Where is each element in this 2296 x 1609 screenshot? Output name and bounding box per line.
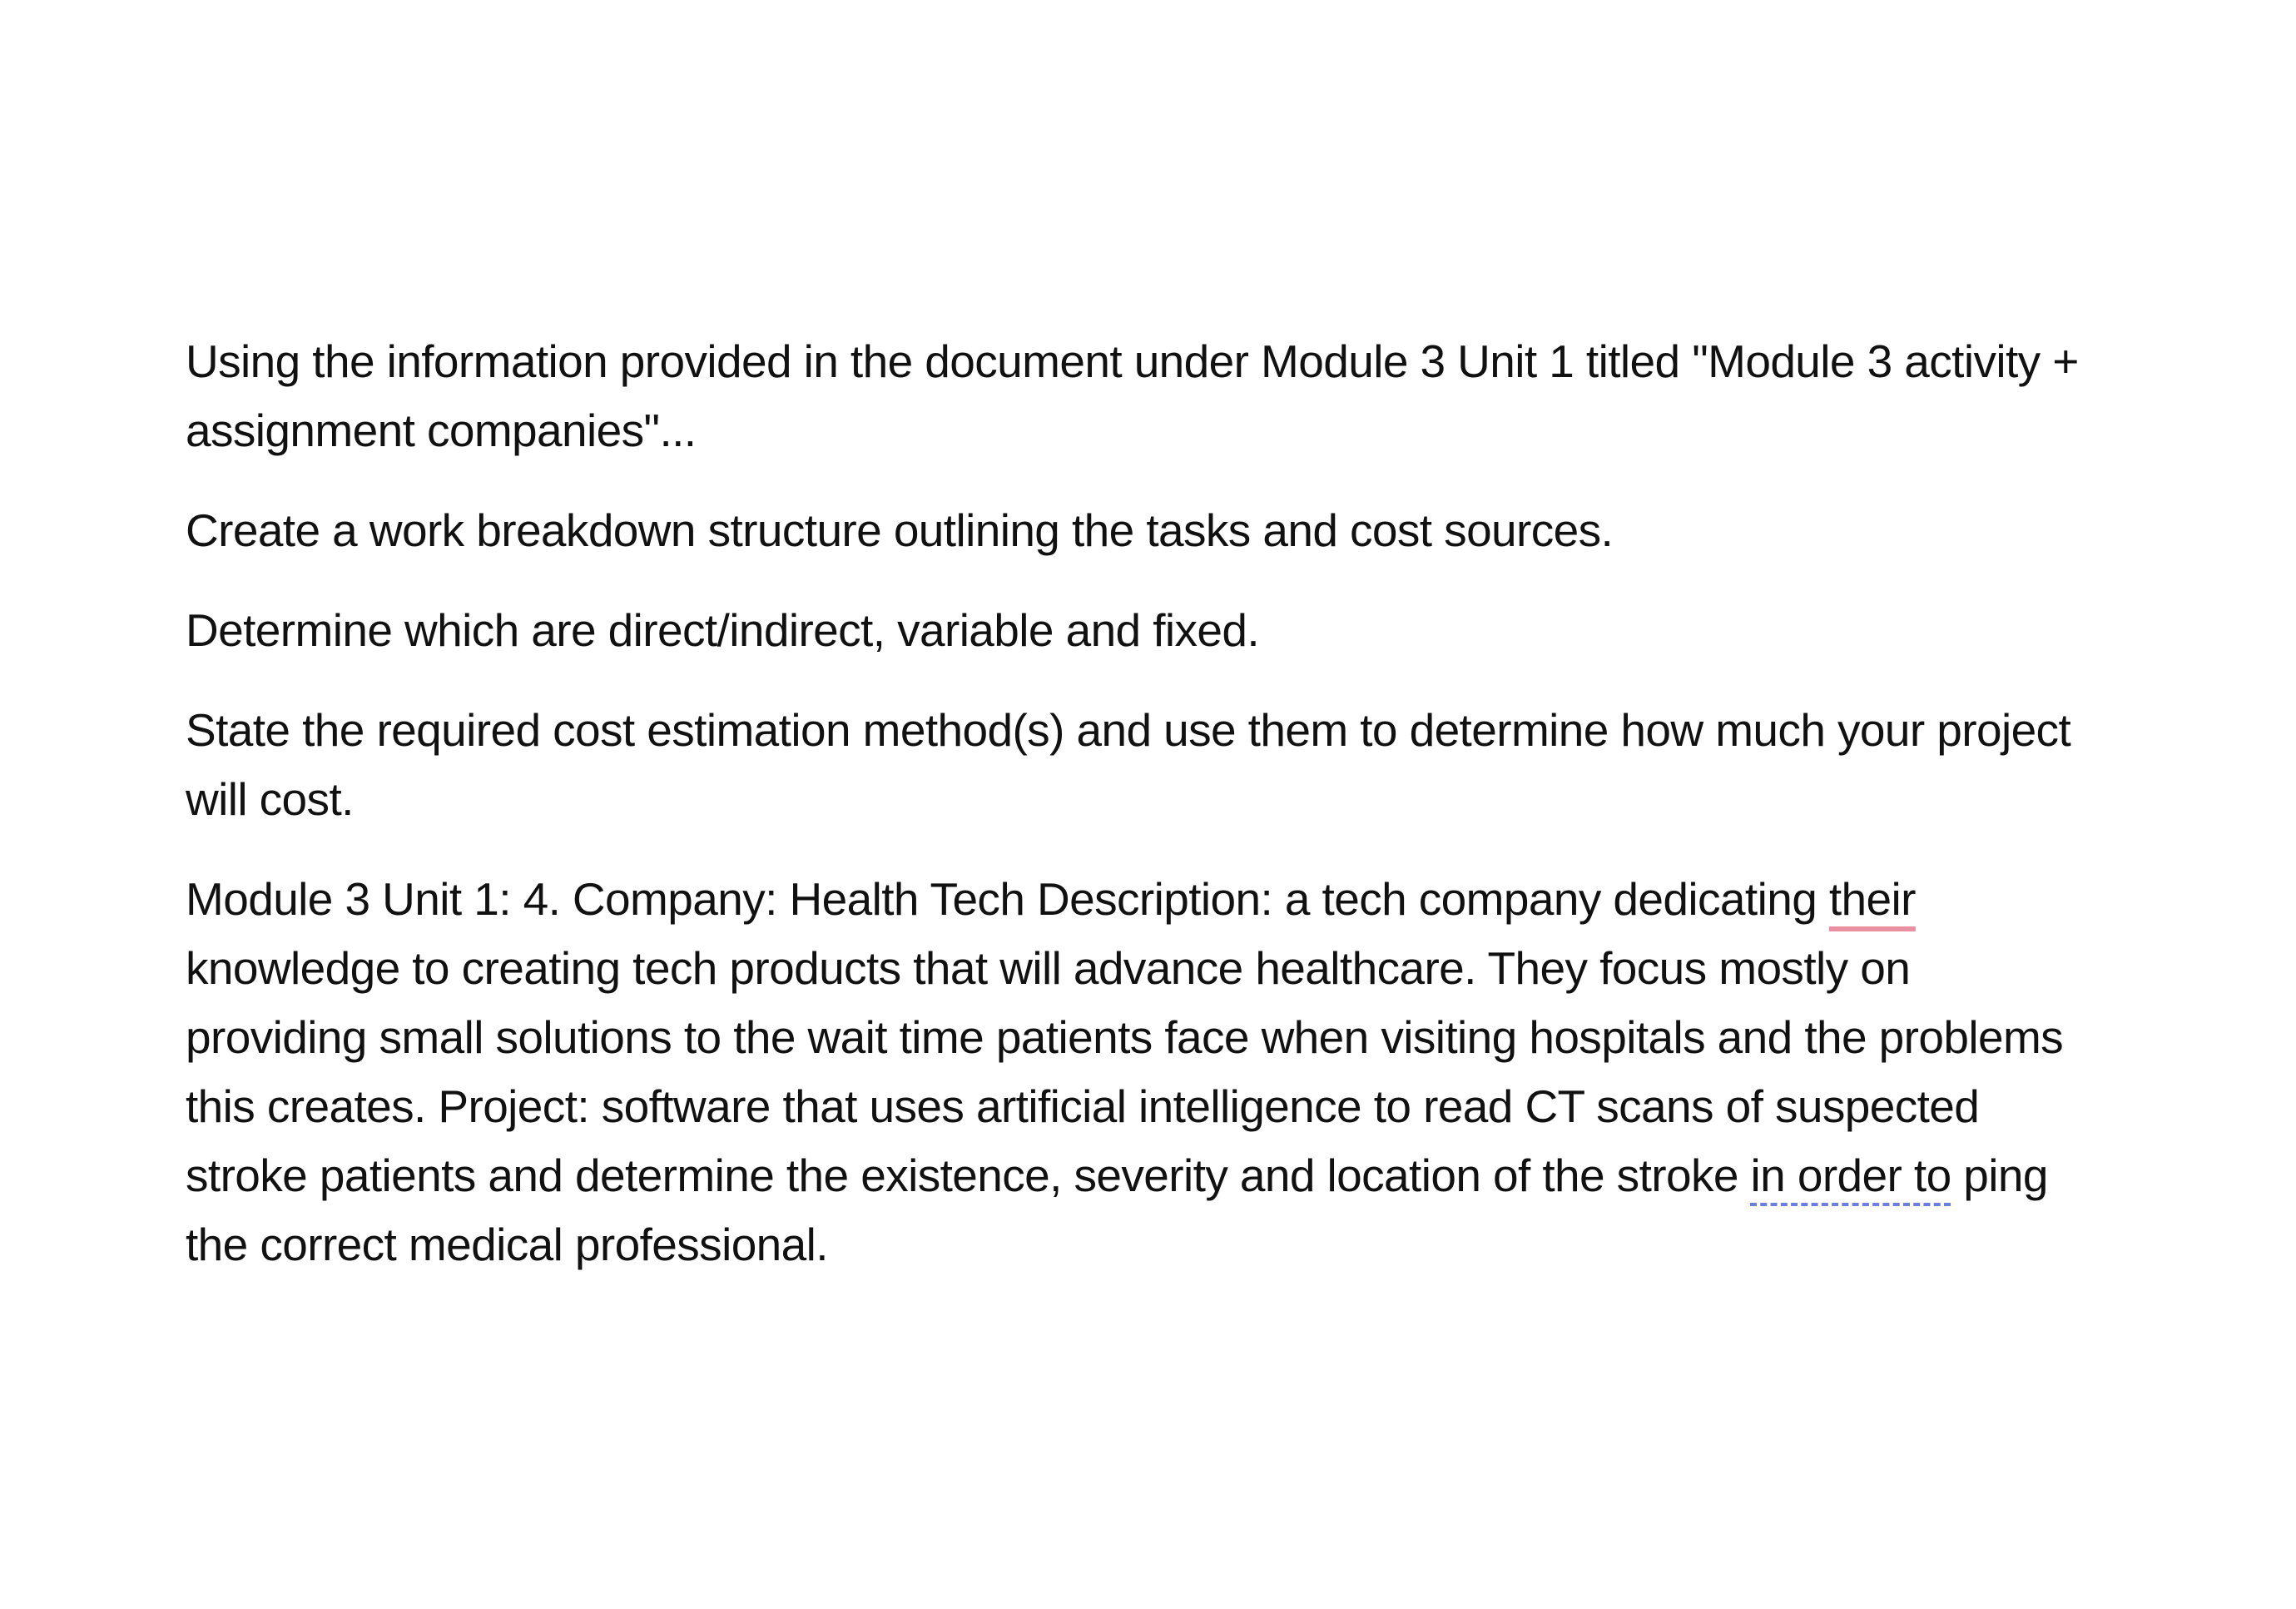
company-description-text-start: Module 3 Unit 1: 4. Company: Health Tech Description: a tech company dedicating [186,873,1829,925]
paragraph-wbs-task[interactable]: Create a work breakdown structure outlining the tasks and cost sources. [186,504,1614,556]
paragraph-cost-types-task[interactable]: Determine which are direct/indirect, variable and fixed. [186,604,1260,656]
document-body[interactable] [186,327,2100,1310]
grammar-flagged-phrase[interactable]: in order to [1750,1150,1951,1201]
company-description-text-middle: knowledge to creating tech products that will advance healthcare. They focus mostly on providing small solutions to the wait time patients face when visiting hospitals and the problems this creates. Project: software that uses artificial intelligence to read CT scans of suspected stroke patients and determine the existence, severity and location of the stroke [186,942,2064,1201]
paragraph-estimation-task[interactable]: State the required cost estimation method(s) and use them to determine how much your project will cost. [186,704,2071,825]
paragraph-company-description[interactable] [186,865,2100,1279]
spelling-flagged-word[interactable]: their [1828,873,1916,925]
company-description-text-end: ping the correct medical professional. [186,1150,2048,1270]
paragraph-instructions-intro[interactable]: Using the information provided in the document under Module 3 Unit 1 titled "Module 3 activity + assignment companies"... [186,335,2079,456]
